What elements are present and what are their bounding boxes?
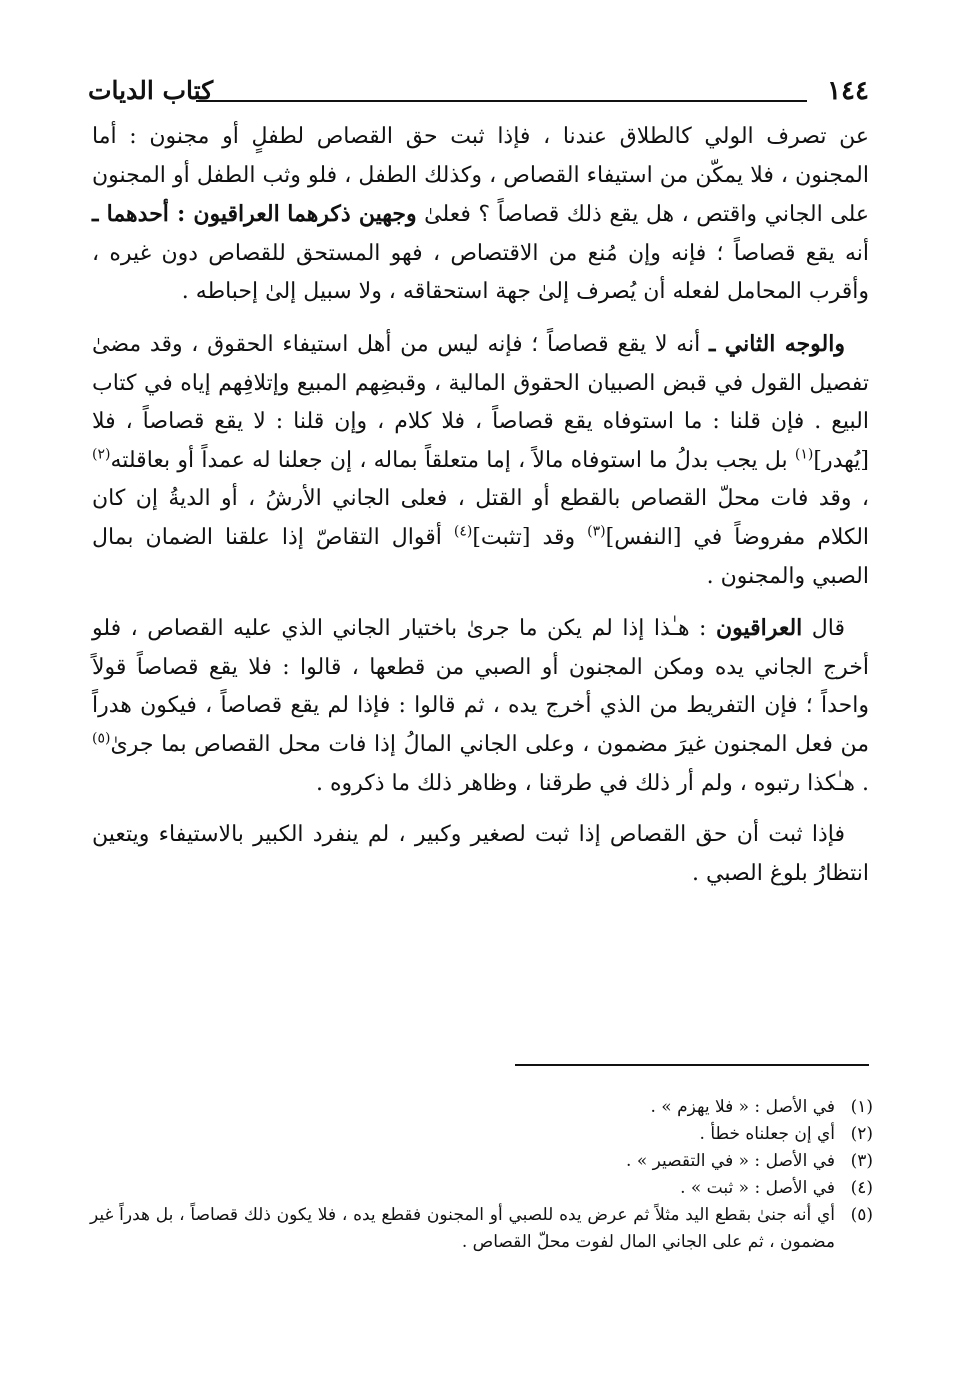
footnote-text: في الأصل : « فلا يهزم » .	[650, 1097, 835, 1117]
bold-phrase: العراقيون : أحدهما ـ	[92, 201, 280, 228]
text-line: بمال الصبي والمجنون .	[92, 524, 869, 589]
footnote-ref: (١)	[794, 446, 814, 463]
footnote-text: أي إن جعلناه خطأ .	[699, 1124, 835, 1144]
header-rule	[196, 100, 807, 102]
paragraph-3	[92, 609, 869, 803]
text-line: فإذا ثبت أن حق القصاص إذا ثبت لصغير وكبير ، لم ينفرد الكبير بالاستيفاء ويتعين	[92, 822, 845, 848]
paragraph-4	[92, 816, 869, 893]
text-line: أقوال التقاصّ إذا علقنا الضمان	[145, 524, 442, 550]
text-line: للقصاص دون غيره ، وأقرب المحامل لفعله أن يُصرف إلىٰ جهة استحقاقه ، ولا سبيل	[92, 240, 869, 305]
footnote-item	[90, 1094, 873, 1121]
footnotes	[90, 1094, 873, 1256]
text-line: المجنون على الجاني واقتص ، هل يقع ذلك قصاصاً ؟ فعلىٰ	[92, 162, 870, 228]
footnote-number: (١)	[850, 1097, 873, 1117]
footnote-ref: (٤)	[453, 523, 473, 540]
main-text	[92, 118, 869, 906]
footnote-ref: (٣)	[587, 523, 606, 540]
text-line: قال	[811, 616, 845, 642]
text-line: [يُهدر]	[813, 447, 869, 473]
text-line: بعاقلته	[110, 447, 171, 473]
text-line: أخرج الجاني يده ومكن المجنون أو الصبي من قطعها ، قالوا : فلا يقع قصاصاً قولاً	[92, 654, 869, 680]
footnote-ref: (٢)	[92, 446, 111, 463]
footnote-number: (٣)	[850, 1151, 873, 1171]
footnote-text: أي أنه جنىٰ بقطع اليد مثلاً ثم عرض يده للصبي أو المجنون فقطع يده ، فلا يكون ذلك قصاصاً ، بل هدراً غير مضمون ، ثم على الجاني المال لفوت محلّ القصاص .	[90, 1205, 835, 1252]
footnote-number: (٢)	[850, 1124, 873, 1144]
text-line: واحداً ؛ فإن التفريط من الذي أخرج يده ، ثم قالوا : فإذا لم يقع قصاصاً ، فيكون	[140, 693, 869, 719]
footnote-ref: (٥)	[92, 730, 111, 747]
bold-phrase: وجهين ذكرهما	[287, 201, 417, 228]
paragraph-1	[92, 118, 869, 312]
text-line: إن كان الكلام مفروضاً في [النفس]	[92, 486, 870, 550]
text-line: إلىٰ إحباطه .	[181, 279, 297, 305]
footnote-item	[90, 1121, 873, 1148]
footnote-item	[90, 1202, 873, 1256]
text-line: جرىٰ	[110, 731, 154, 757]
text-line: بل يجب بدلُ ما استوفاه مالاً ، إما متعلقاً بماله ، إن جعلنا له عمداً أو	[177, 447, 788, 473]
footnote-rule	[515, 1064, 869, 1066]
footnote-number: (٤)	[850, 1178, 873, 1198]
page-number: ١٤٤	[827, 76, 869, 106]
text-line: أنه لا يقع قصاصاً ؛ فإنه ليس من أهل استيفاء الحقوق ، وقد مضىٰ	[92, 331, 701, 357]
text-line: المجنون ، فلا يمكّن من استيفاء القصاص ، وكذلك الطفل ، فلو وثب الطفل أو	[173, 162, 869, 188]
text-line: : هـٰذا إذا لم يكن ما جرىٰ باختيار الجاني الذي عليه القصاص ، فلو	[92, 616, 707, 642]
book-title: كتاب الديات	[88, 76, 214, 105]
text-line: عن تصرف الولي كالطلاق عندنا ، فإذا ثبت حق القصاص لطفلٍ أو مجنون : أما	[92, 124, 869, 149]
bold-phrase: والوجه الثاني ـ	[708, 330, 845, 357]
text-line: انتظارُ بلوغ الصبي .	[692, 860, 869, 886]
paragraph-2	[92, 325, 869, 596]
footnote-number: (٥)	[850, 1205, 873, 1225]
text-line: وقد [تثبت]	[472, 524, 576, 550]
footnote-text: في الأصل : « ثبت » .	[680, 1178, 835, 1198]
footnote-item	[90, 1148, 873, 1175]
text-line: البيع . فإن قلنا : ما استوفاه يقع قصاصاً ، فلا كلام ، وإن قلنا : لا يقع قصاصاً ، فلا	[92, 409, 869, 435]
text-line: ، وقد فات محلّ القصاص بالقطع أو القتل ، فعلى الجاني الأرشُ ، أو الديةُ	[168, 486, 869, 512]
text-line: تفصيل القول في قبض الصبيان الحقوق المالية ، وقبضِهم المبيع وإتلافِهم إياه في كتاب	[92, 370, 869, 396]
footnote-text: في الأصل : « في التقصير » .	[626, 1151, 835, 1171]
text-line: . هـٰكذا رتبوه ، ولم أر ذلك في طرقنا ، وظاهر ذلك ما ذكروه .	[316, 770, 869, 796]
bold-phrase: العراقيون	[715, 615, 803, 642]
text-line: هدراً من فعل المجنون غيرَ مضمون ، وعلى الجاني المالُ إذا فات محل القصاص بما	[92, 693, 869, 757]
footnote-item	[90, 1175, 873, 1202]
page-header	[88, 74, 869, 112]
text-line: أنه يقع قصاصاً ؛ فإنه وإن مُنع من الاقتصاص ، فهو المستحق	[296, 240, 869, 266]
